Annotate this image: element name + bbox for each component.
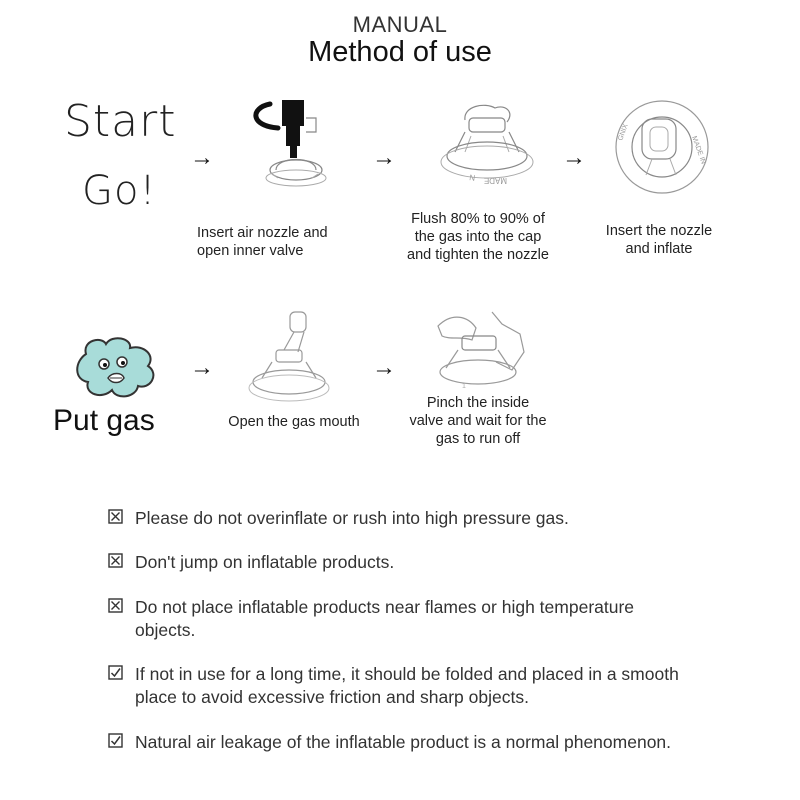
svg-text:MADE: MADE	[483, 176, 507, 185]
open-valve-icon	[244, 306, 334, 406]
arrow-1: →	[190, 144, 214, 171]
pinch-valve-icon	[432, 306, 532, 396]
prohibited-box-icon	[108, 553, 124, 569]
check-box-icon	[108, 733, 124, 749]
manual-label: MANUAL	[352, 12, 448, 37]
svg-text:GNIX: GNIX	[617, 123, 630, 142]
deflate-step-2-caption: Pinch the inside valve and wait for the gas to run off	[409, 395, 547, 447]
deflate-step-1-caption: Open the gas mouth	[228, 414, 360, 430]
valve-top-view-icon	[612, 97, 712, 197]
step-2-caption: Flush 80% to 90% of the gas into the cap and tighten the nozzle	[407, 211, 549, 263]
step-3-caption: Insert the nozzle and inflate	[605, 223, 713, 257]
arrow-2: →	[372, 144, 396, 171]
gas-cloud-icon	[72, 336, 158, 402]
step-1-caption: Insert air nozzle and open inner valve	[197, 225, 328, 259]
go-label: Go!	[82, 168, 157, 214]
valve-cap-icon	[435, 100, 535, 195]
nozzle-pump-icon	[248, 98, 348, 198]
page-title: Method of use	[308, 36, 492, 68]
arrow-5: →	[372, 354, 396, 381]
arrow-3: →	[562, 144, 586, 171]
prohibited-box-icon	[108, 509, 124, 525]
prohibited-box-icon	[108, 598, 124, 614]
check-box-icon	[108, 665, 124, 681]
svg-text:1: 1	[462, 383, 466, 390]
embossed-text: MADE IN	[690, 135, 707, 166]
svg-text:N: N	[468, 173, 476, 183]
start-label: Start	[64, 96, 177, 147]
put-gas-label: Put gas	[53, 404, 155, 437]
arrow-4: →	[190, 354, 214, 381]
